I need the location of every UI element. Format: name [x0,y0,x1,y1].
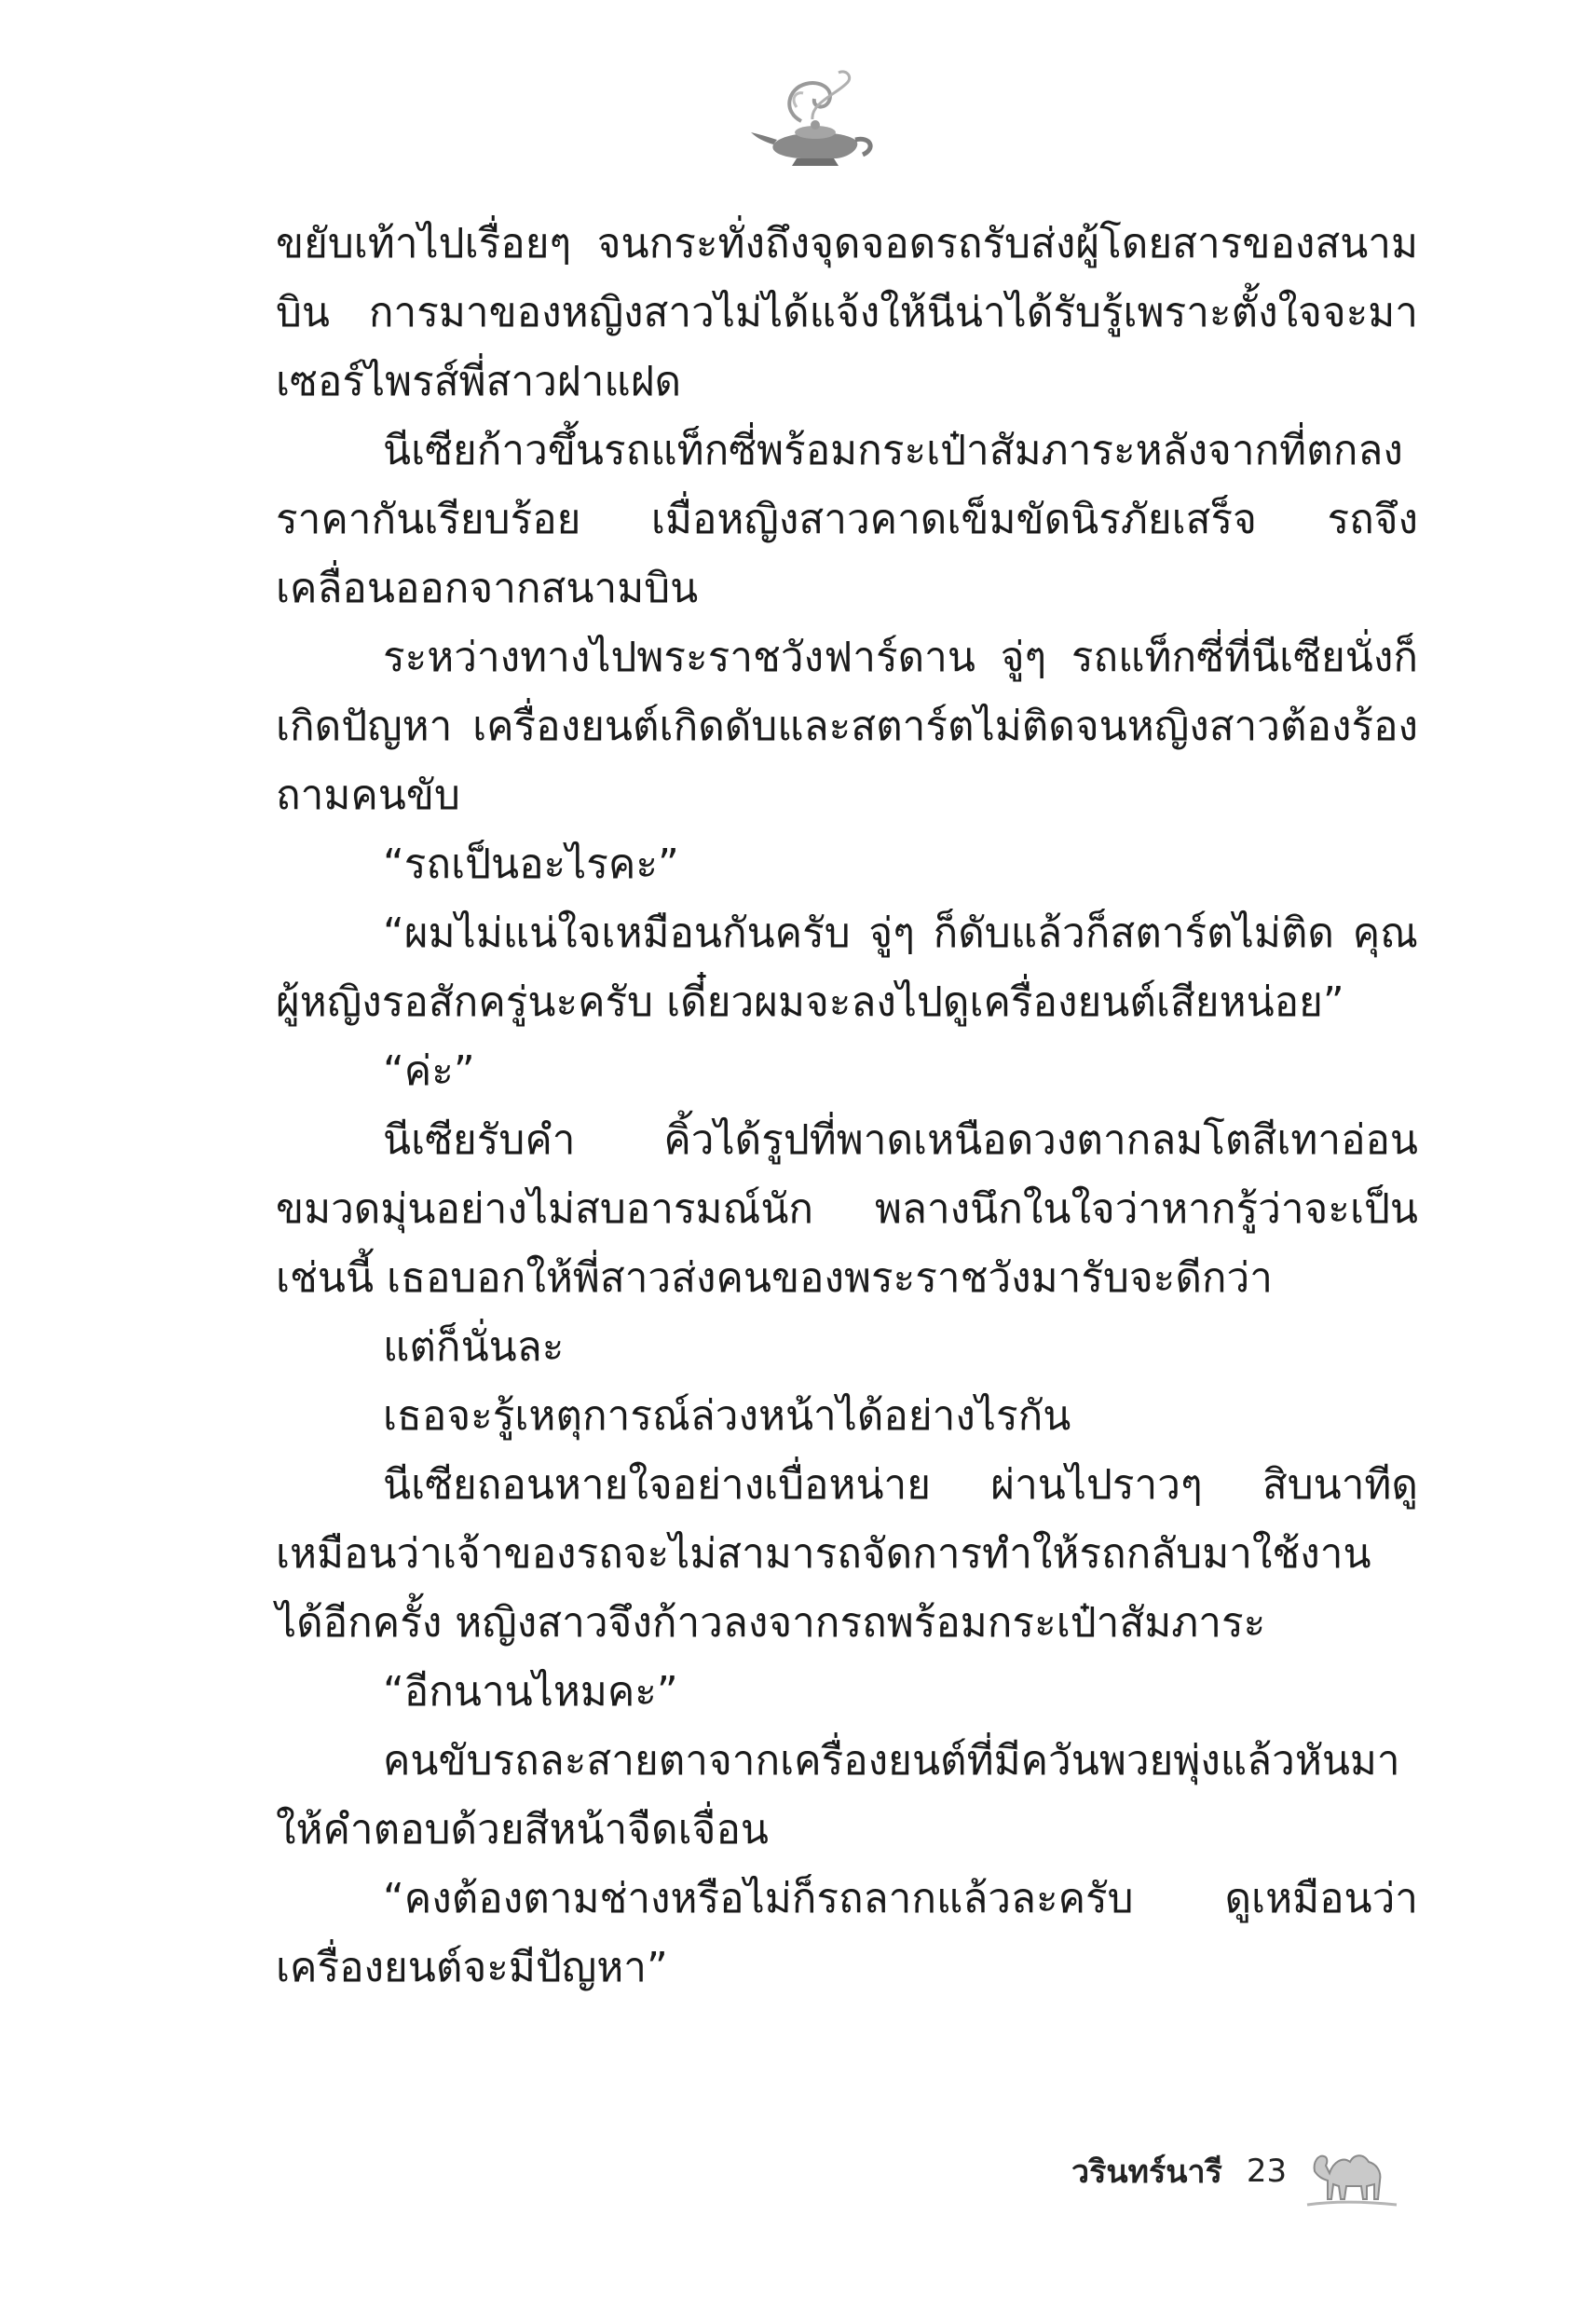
paragraph: นีเซียถอนหายใจอย่างเบื่อหน่าย ผ่านไปราวๆ สิบนาทีดูเหมือนว่าเจ้าของรถจะไม่สามารถจัดการทำให้รถกลับมาใช้งานได้อีกครั้ง หญิงสาวจึงก้าวลงจากรถพร้อมกระเป๋าสัมภาระ [276,1461,1418,1647]
genie-lamp-icon [745,65,885,177]
running-title: วรินทร์นารี [1071,2154,1222,2191]
dialogue-line: “ค่ะ” [383,1047,475,1095]
dialogue-line: “อีกนานไหมคะ” [383,1668,678,1716]
paragraph: ขยับเท้าไปเรื่อยๆ จนกระทั่งถึงจุดจอดรถรับส่งผู้โดยสารของสนามบิน การมาของหญิงสาวไม่ได้แจ้งให้นีน่าได้รับรู้เพราะตั้งใจจะมาเซอร์ไพรส์พี่สาวฝาแฝด [276,220,1418,405]
paragraph: คนขับรถละสายตาจากเครื่องยนต์ที่มีควันพวยพุ่งแล้วหันมาให้คำตอบด้วยสีหน้าจืดเจื่อน [276,1737,1400,1853]
page-number: 23 [1246,2153,1288,2190]
paragraph: นีเซียก้าวขึ้นรถแท็กซี่พร้อมกระเป๋าสัมภาระหลังจากที่ตกลงราคากันเรียบร้อย เมื่อหญิงสาวคาดเข็มขัดนิรภัยเสร็จ รถจึงเคลื่อนออกจากสนามบิน [276,427,1418,612]
dialogue-line: “ผมไม่แน่ใจเหมือนกันครับ จู่ๆ ก็ดับแล้วก็สตาร์ตไม่ติด คุณผู้หญิงรอสักครู่นะครับ เดี๋ยวผมจะลงไปดูเครื่องยนต์เสียหน่อย” [276,909,1418,1026]
paragraph: แต่ก็นั่นละ [383,1323,565,1371]
camel-icon [1305,2134,1398,2208]
paragraph: ระหว่างทางไปพระราชวังฟาร์ดาน จู่ๆ รถแท็กซี่ที่นีเซียนั่งก็เกิดปัญหา เครื่องยนต์เกิดดับและสตาร์ตไม่ติดจนหญิงสาวต้องร้องถามคนขับ [276,634,1418,819]
dialogue-line: “รถเป็นอะไรคะ” [383,841,679,888]
paragraph: นีเซียรับคำ คิ้วได้รูปที่พาดเหนือดวงตากลมโตสีเทาอ่อนขมวดมุ่นอย่างไม่สบอารมณ์นัก พลางนึกในใจว่าหากรู้ว่าจะเป็นเช่นนี้ เธอบอกให้พี่สาวส่งคนของพระราชวังมารับจะดีกว่า [276,1116,1418,1302]
dialogue-line: “คงต้องตามช่างหรือไม่ก็รถลากแล้วละครับ ดูเหมือนว่าเครื่องยนต์จะมีปัญหา” [276,1875,1418,1991]
paragraph: เธอจะรู้เหตุการณ์ล่วงหน้าได้อย่างไรกัน [383,1392,1071,1440]
body-text [276,210,1418,2003]
page-footer [1071,2134,1425,2208]
